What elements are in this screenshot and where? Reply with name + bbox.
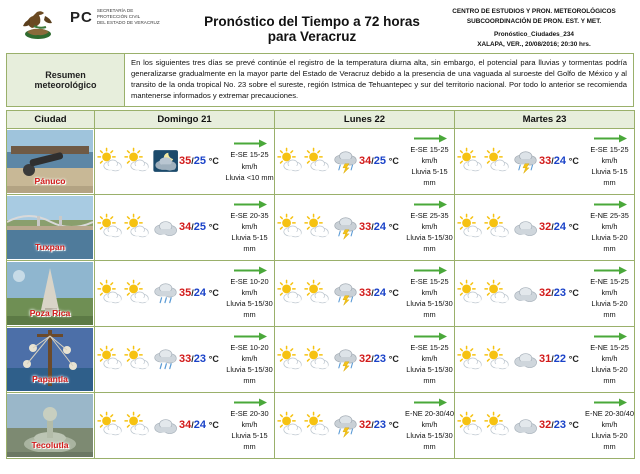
temp-max: 35	[179, 287, 192, 300]
city-cell	[7, 260, 95, 326]
wind-rain-group	[585, 398, 634, 452]
temp-max: 32	[539, 287, 552, 300]
temperature-group: 32/23 °C	[539, 287, 579, 300]
cloud-icon	[152, 207, 179, 247]
forecast-cell	[455, 260, 635, 326]
org-line-1: CENTRO DE ESTUDIOS Y PRON. METEOROLÓGICOS	[452, 8, 616, 15]
temp-min: 24	[373, 287, 387, 300]
temperature-group: 31/22 °C	[539, 353, 579, 366]
temp-unit: °C	[388, 288, 399, 299]
rain-text: Lluvia 5-20 mm	[591, 365, 628, 386]
table-body	[7, 128, 635, 458]
rain-text: Lluvia 5-15 mm	[591, 167, 628, 188]
thunderstorm-icon	[332, 405, 359, 445]
wind-direction-arrow-icon	[593, 134, 627, 143]
forecast-cell	[275, 260, 455, 326]
sun-behind-cloud-icon	[457, 141, 484, 181]
temp-unit: °C	[568, 420, 579, 431]
temperature-group: 33/23 °C	[179, 353, 219, 366]
temp-unit: °C	[568, 156, 579, 167]
sun-behind-cloud-icon	[97, 405, 124, 445]
temp-unit: °C	[208, 288, 219, 299]
sun-behind-cloud-icon	[484, 273, 511, 313]
rain-text: Lluvia 5-20 mm	[591, 299, 628, 320]
sun-behind-cloud-icon	[457, 207, 484, 247]
city-photo	[7, 328, 93, 391]
wind-rain-group	[585, 134, 634, 188]
sun-behind-cloud-icon	[277, 405, 304, 445]
forecast-cell	[275, 194, 455, 260]
city-name: Tecolutla	[31, 439, 69, 450]
wind-rain-group	[405, 266, 454, 320]
temp-unit: °C	[208, 222, 219, 233]
temp-min: 22	[553, 353, 567, 366]
rain-text: Lluvia 5-15/30 mm	[406, 431, 453, 452]
temperature-group: 33/24 °C	[359, 287, 399, 300]
weather-icons	[455, 405, 539, 445]
sun-behind-cloud-icon	[304, 273, 331, 313]
rain-text: Lluvia 5-15/30 mm	[406, 365, 453, 386]
wind-text: E-SE 10-20 km/h	[230, 342, 269, 363]
wind-text: E-SE 15-25 km/h	[590, 144, 629, 165]
wind-rain-group	[405, 398, 454, 452]
document-header	[0, 0, 640, 51]
wind-direction-arrow-icon	[233, 266, 267, 275]
temperature-group: 33/24 °C	[539, 155, 579, 168]
temp-max: 31	[539, 353, 552, 366]
city-photo	[7, 394, 93, 457]
temp-unit: °C	[568, 354, 579, 365]
city-photo	[7, 130, 93, 193]
table-row	[7, 392, 635, 458]
wind-rain-group	[405, 332, 454, 386]
temp-min: 23	[553, 287, 567, 300]
title-block	[190, 4, 434, 44]
weather-icons	[275, 141, 359, 181]
wind-direction-arrow-icon	[413, 398, 447, 407]
city-cell	[7, 326, 95, 392]
temp-max: 33	[539, 155, 552, 168]
page-title: Pronóstico del Tiempo a 72 horas para Veracruz	[204, 14, 420, 44]
thunderstorm-icon	[332, 207, 359, 247]
temperature-group: 32/23 °C	[539, 419, 579, 432]
rain-text: Lluvia 5-15 mm	[231, 233, 268, 254]
wind-rain-group	[405, 134, 454, 188]
wind-direction-arrow-icon	[593, 266, 627, 275]
sun-behind-cloud-icon	[457, 273, 484, 313]
temp-max: 33	[359, 287, 372, 300]
forecast-cell	[95, 392, 275, 458]
sun-behind-cloud-icon	[484, 405, 511, 445]
forecast-cell	[95, 128, 275, 194]
temp-min: 23	[553, 419, 567, 432]
temp-max: 32	[539, 221, 552, 234]
temp-unit: °C	[388, 156, 399, 167]
weather-icons	[95, 207, 179, 247]
temperature-group: 32/23 °C	[359, 353, 399, 366]
forecast-cell	[95, 260, 275, 326]
sun-behind-cloud-icon	[304, 141, 331, 181]
temp-min: 23	[373, 353, 387, 366]
city-name: Papantla	[32, 373, 68, 384]
rain-text: Lluvia 5-15 mm	[411, 167, 448, 188]
temp-max: 34	[179, 419, 192, 432]
wind-direction-arrow-icon	[593, 398, 627, 407]
wind-text: E-SE 20-30 km/h	[230, 408, 269, 429]
wind-text: E-SE 20-35 km/h	[230, 210, 269, 231]
wind-direction-arrow-icon	[233, 139, 267, 148]
wind-rain-group	[225, 200, 274, 254]
pc-subtitle: SECRETARÍA DE PROTECCIÓN CIVIL DEL ESTADO DE VERACRUZ	[96, 8, 160, 26]
temp-max: 34	[359, 155, 372, 168]
temperature-group: 34/25 °C	[179, 221, 219, 234]
forecast-cell	[455, 194, 635, 260]
weather-icons	[275, 273, 359, 313]
wind-rain-group	[225, 139, 274, 182]
sun-behind-cloud-icon	[277, 273, 304, 313]
header-ciudad: Ciudad	[7, 110, 95, 128]
rain-text: Lluvia 5-15/30 mm	[406, 299, 453, 320]
sun-behind-cloud-icon	[97, 141, 124, 181]
rain-cloud-icon	[152, 273, 179, 313]
wind-rain-group	[585, 332, 634, 386]
night-cloud-icon	[152, 141, 179, 181]
temp-max: 33	[179, 353, 192, 366]
wind-direction-arrow-icon	[233, 398, 267, 407]
weather-icons	[455, 207, 539, 247]
weather-icons	[455, 339, 539, 379]
rain-text: Lluvia <10 mm	[225, 172, 274, 182]
wind-direction-arrow-icon	[233, 200, 267, 209]
wind-text: E-NE 15-25 km/h	[590, 276, 629, 297]
sun-behind-cloud-icon	[304, 339, 331, 379]
document-id: Pronóstico_Ciudades_234	[494, 31, 574, 39]
city-cell	[7, 392, 95, 458]
temperature-group: 34/24 °C	[179, 419, 219, 432]
city-name: Poza Rica	[29, 307, 71, 318]
wind-direction-arrow-icon	[413, 266, 447, 275]
sun-behind-cloud-icon	[277, 339, 304, 379]
sun-behind-cloud-icon	[124, 405, 151, 445]
forecast-cell	[275, 326, 455, 392]
temp-max: 35	[179, 155, 192, 168]
weather-icons	[275, 339, 359, 379]
temp-unit: °C	[208, 354, 219, 365]
wind-rain-group	[225, 332, 274, 386]
summary-label: Resumen meteorológico	[7, 54, 125, 105]
sun-behind-cloud-icon	[124, 339, 151, 379]
forecast-cell	[455, 392, 635, 458]
thunderstorm-icon	[332, 273, 359, 313]
temperature-group: 34/25 °C	[359, 155, 399, 168]
wind-text: E-SE 15-25 km/h	[230, 150, 269, 171]
city-name: Tuxpan	[35, 241, 65, 252]
temp-unit: °C	[388, 222, 399, 233]
weather-icons	[95, 405, 179, 445]
sun-behind-cloud-icon	[97, 339, 124, 379]
sun-behind-cloud-icon	[457, 405, 484, 445]
temperature-group: 32/23 °C	[359, 419, 399, 432]
temperature-group: 33/24 °C	[359, 221, 399, 234]
temp-unit: °C	[388, 354, 399, 365]
forecast-table	[6, 110, 635, 459]
rain-cloud-icon	[152, 339, 179, 379]
temp-unit: °C	[208, 156, 219, 167]
wind-rain-group	[225, 266, 274, 320]
temp-min: 24	[193, 287, 207, 300]
temp-min: 23	[373, 419, 387, 432]
wind-direction-arrow-icon	[593, 332, 627, 341]
city-cell	[7, 194, 95, 260]
pc-logo	[70, 4, 190, 27]
pc-initials: PC	[70, 8, 93, 26]
wind-direction-arrow-icon	[233, 332, 267, 341]
sun-behind-cloud-icon	[277, 141, 304, 181]
rain-text: Lluvia 5-20 mm	[591, 233, 628, 254]
header-day-1: Lunes 22	[275, 110, 455, 128]
forecast-cell	[95, 326, 275, 392]
sun-behind-cloud-icon	[277, 207, 304, 247]
temp-min: 25	[373, 155, 387, 168]
temp-unit: °C	[388, 420, 399, 431]
forecast-cell	[95, 194, 275, 260]
temperature-group: 35/25 °C	[179, 155, 219, 168]
wind-text: E-NE 20-30/40 km/h	[405, 408, 454, 429]
table-row	[7, 260, 635, 326]
sun-behind-cloud-icon	[484, 141, 511, 181]
wind-rain-group	[405, 200, 454, 254]
wind-direction-arrow-icon	[413, 200, 447, 209]
temperature-group: 32/24 °C	[539, 221, 579, 234]
thunderstorm-icon	[332, 141, 359, 181]
sun-behind-cloud-icon	[97, 207, 124, 247]
sun-behind-cloud-icon	[124, 273, 151, 313]
temp-min: 24	[553, 221, 567, 234]
wind-text: E-SE 15-25 km/h	[410, 276, 449, 297]
wind-text: E-NE 25-35 km/h	[590, 210, 629, 231]
sun-behind-cloud-icon	[484, 207, 511, 247]
sun-behind-cloud-icon	[457, 339, 484, 379]
temp-min: 25	[193, 155, 207, 168]
temp-max: 32	[539, 419, 552, 432]
weather-icons	[95, 141, 179, 181]
weather-icons	[275, 207, 359, 247]
sun-behind-cloud-icon	[124, 141, 151, 181]
city-photo	[7, 196, 93, 259]
wind-rain-group	[225, 398, 274, 452]
forecast-cell	[455, 326, 635, 392]
wind-rain-group	[585, 266, 634, 320]
mexico-eagle-icon	[21, 4, 55, 42]
forecast-cell	[275, 128, 455, 194]
wind-rain-group	[585, 200, 634, 254]
city-name: Pánuco	[34, 175, 66, 186]
sun-behind-cloud-icon	[304, 207, 331, 247]
temp-unit: °C	[208, 420, 219, 431]
wind-direction-arrow-icon	[413, 134, 447, 143]
cloud-icon	[152, 405, 179, 445]
rain-text: Lluvia 5-20 mm	[591, 431, 628, 452]
rain-text: Lluvia 5-15/30 mm	[226, 365, 273, 386]
rain-text: Lluvia 5-15/30 mm	[406, 233, 453, 254]
cloud-icon	[512, 339, 539, 379]
temperature-group: 35/24 °C	[179, 287, 219, 300]
wind-text: E-SE 25-35 km/h	[410, 210, 449, 231]
thunderstorm-icon	[332, 339, 359, 379]
temp-max: 32	[359, 353, 372, 366]
temp-min: 25	[193, 221, 207, 234]
summary-text: En los siguientes tres días se prevé continúe el registro de la temperatura diurna alta, sin embargo, el potencial para lluvias y tormentas podría generalizarse gradualmente en la mayor parte del Estado de Veracruz debido a la presencia de una vaguada al suroeste del Golfo de México y al transito de la onda tropical No. 23 sobre el sureste, región Istmica de Tehuantepec y sur del territorio nacional. Por todo lo anterior se recomienda mantenerse informados y extremar precauciones.	[125, 54, 633, 105]
cloud-icon	[512, 207, 539, 247]
cloud-icon	[512, 405, 539, 445]
temp-min: 24	[193, 419, 207, 432]
summary-box	[6, 53, 634, 106]
sun-behind-cloud-icon	[304, 405, 331, 445]
temp-unit: °C	[568, 288, 579, 299]
forecast-cell	[455, 128, 635, 194]
sun-behind-cloud-icon	[124, 207, 151, 247]
temp-unit: °C	[568, 222, 579, 233]
wind-direction-arrow-icon	[413, 332, 447, 341]
temp-min: 24	[553, 155, 567, 168]
org-line-2: SUBCOORDINACIÓN DE PRON. EST. Y MET.	[466, 17, 602, 25]
city-photo	[7, 262, 93, 325]
table-row	[7, 128, 635, 194]
temp-max: 33	[359, 221, 372, 234]
rain-text: Lluvia 5-15/30 mm	[226, 299, 273, 320]
sun-behind-cloud-icon	[97, 273, 124, 313]
wind-text: E-SE 15-25 km/h	[410, 342, 449, 363]
eagle-emblem	[6, 4, 70, 42]
weather-icons	[455, 141, 539, 181]
wind-text: E-SE 10-20 km/h	[230, 276, 269, 297]
wind-direction-arrow-icon	[593, 200, 627, 209]
thunderstorm-icon	[512, 141, 539, 181]
wind-text: E-NE 20-30/40 km/h	[585, 408, 634, 429]
org-info	[434, 4, 634, 49]
temp-max: 32	[359, 419, 372, 432]
weather-icons	[95, 339, 179, 379]
table-row	[7, 326, 635, 392]
dateline: XALAPA, VER., 20/08/2016; 20:30 hrs.	[477, 40, 591, 48]
rain-text: Lluvia 5-15 mm	[231, 431, 268, 452]
forecast-cell	[275, 392, 455, 458]
sun-behind-cloud-icon	[484, 339, 511, 379]
weather-icons	[455, 273, 539, 313]
weather-icons	[275, 405, 359, 445]
temp-max: 34	[179, 221, 192, 234]
weather-icons	[95, 273, 179, 313]
temp-min: 24	[373, 221, 387, 234]
header-day-0: Domingo 21	[95, 110, 275, 128]
header-day-2: Martes 23	[455, 110, 635, 128]
table-header-row	[7, 110, 635, 128]
temp-min: 23	[193, 353, 207, 366]
wind-text: E-SE 15-25 km/h	[410, 144, 449, 165]
cloud-icon	[512, 273, 539, 313]
city-cell	[7, 128, 95, 194]
table-row	[7, 194, 635, 260]
wind-text: E-NE 15-25 km/h	[590, 342, 629, 363]
